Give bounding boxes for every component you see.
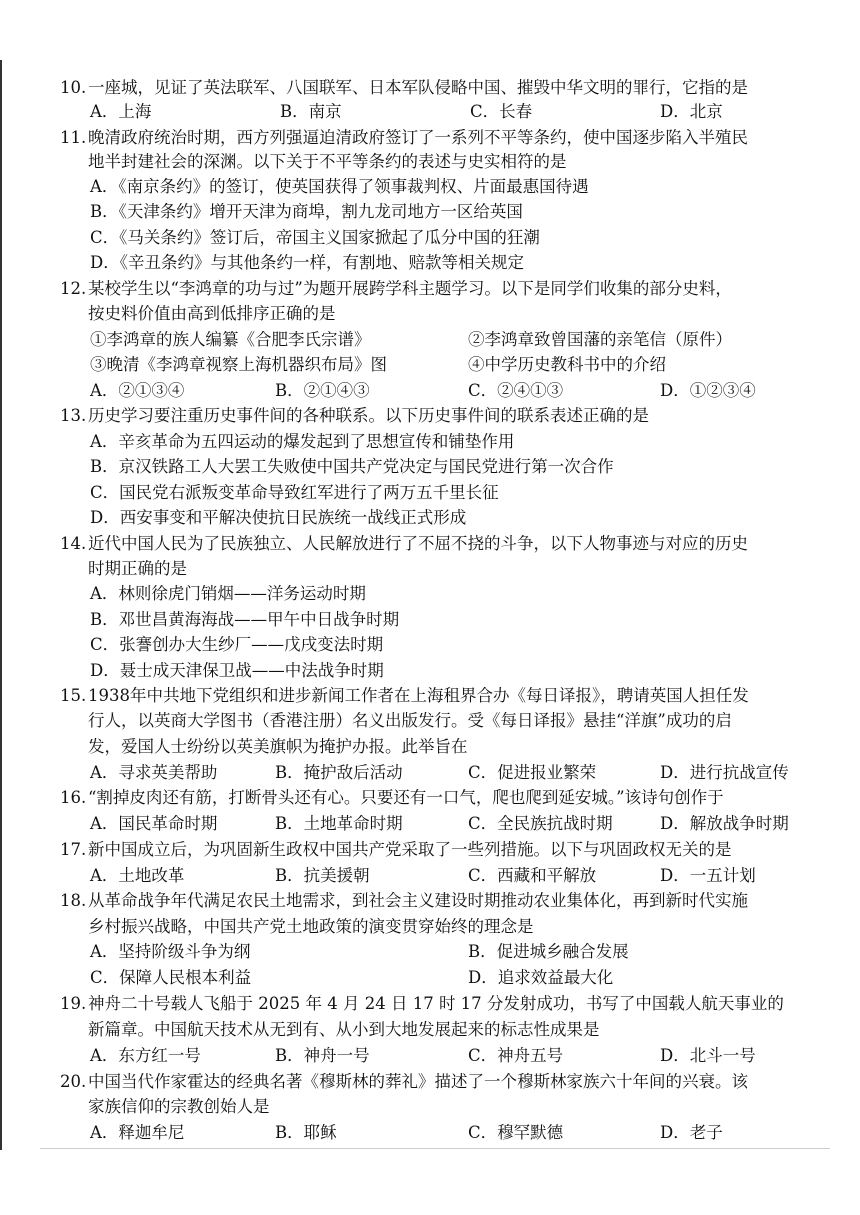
material-2: ②李鸿章致曾国藩的亲笔信（原件） [468,330,732,349]
option-d: D．一五计划 [660,866,756,885]
option-b: B．抗美援朝 [275,866,370,885]
option-b: B．京汉铁路工人大罢工失败使中国共产党决定与国民党进行第一次合作 [90,457,614,476]
question-stem: 乡村振兴战略，中国共产党土地政策的演变贯穿始终的理念是 [88,917,534,936]
option-b: B．掩护敌后活动 [275,763,403,782]
question-stem: 发，爱国人士纷纷以英美旗帜为掩护办报。此举旨在 [88,737,468,756]
option-b: B．《天津条约》增开天津为商埠，割九龙司地方一区给英国 [90,202,523,221]
question-stem: 晚清政府统治时期，西方列强逼迫清政府签订了一系列不平等条约，使中国逐步陷入半殖民 [88,128,748,147]
question-number: 20. [60,1072,87,1091]
option-d: D．《辛丑条约》与其他条约一样，有割地、赔款等相关规定 [90,253,524,272]
option-c: C．西藏和平解放 [468,866,597,885]
question-number: 15. [60,686,87,705]
question-number: 14. [60,534,87,553]
question-number: 16. [60,788,87,807]
question-stem: 一座城，见证了英法联军、八国联军、日本军队侵略中国、摧毁中华文明的罪行，它指的是 [88,78,748,97]
option-d: D．解放战争时期 [660,814,789,833]
option-a: A．土地改革 [90,866,185,885]
option-a: A．释迦牟尼 [90,1123,185,1142]
option-a: A．《南京条约》的签订，使英国获得了领事裁判权、片面最惠国待遇 [90,177,589,196]
option-c: C．②④①③ [468,381,564,400]
question-stem: 行人，以英商大学图书（香港注册）名义出版发行。受《每日译报》悬挂“洋旗”成功的启 [88,711,732,730]
option-d: D．西安事变和平解决使抗日民族统一战线正式形成 [90,508,467,527]
material-1: ①李鸿章的族人编纂《合肥李氏宗谱》 [90,330,371,349]
question-stem: 按史料价值由高到低排序正确的是 [88,304,336,323]
option-b: B．邓世昌黄海海战——甲午中日战争时期 [90,610,400,629]
option-d: D．追求效益最大化 [468,968,614,987]
question-number: 13. [60,406,87,425]
question-stem: 某校学生以“李鸿章的功与过”为题开展跨学科主题学习。以下是同学们收集的部分史料， [88,279,732,298]
question-stem: 时期正确的是 [88,559,187,578]
question-stem: 地半封建社会的深渊。以下关于不平等条约的表述与史实相符的是 [88,152,567,171]
question-number: 18. [60,891,87,910]
option-b: B．耶稣 [275,1123,337,1142]
option-b: B．南京 [280,102,342,121]
scan-edge [0,60,2,1150]
option-d: D．①②③④ [660,381,756,400]
option-a: A．东方红一号 [90,1046,201,1065]
option-d: D．北斗一号 [660,1046,756,1065]
question-number: 12. [60,279,87,298]
question-stem: 新篇章。中国航天技术从无到有、从小到大地发展起来的标志性成果是 [88,1020,600,1039]
option-a: A．寻求英美帮助 [90,763,218,782]
material-4: ④中学历史教科书中的介绍 [468,355,666,374]
option-d: D．聂士成天津保卫战——中法战争时期 [90,661,384,680]
question-stem: 新中国成立后，为巩固新生政权中国共产党采取了一些列措施。以下与巩固政权无关的是 [88,840,732,859]
option-a: A．辛亥革命为五四运动的爆发起到了思想宣传和铺垫作用 [90,432,515,451]
option-b: B．神舟一号 [275,1046,370,1065]
option-c: C．长春 [470,102,533,121]
option-c: C．《马关条约》签订后，帝国主义国家掀起了瓜分中国的狂潮 [90,228,540,247]
option-c: C．全民族抗战时期 [468,814,613,833]
option-b: B．②①④③ [275,381,370,400]
option-c: C．保障人民根本利益 [90,968,252,987]
option-b: B．土地革命时期 [275,814,403,833]
option-a: A．②①③④ [90,381,185,400]
option-a: A．林则徐虎门销烟——洋务运动时期 [90,584,366,603]
question-stem: 从革命战争年代满足农民土地需求，到社会主义建设时期推动农业集体化，再到新时代实施 [88,891,748,910]
question-stem: 1938年中共地下党组织和进步新闻工作者在上海租界合办《每日译报》，聘请英国人担任发 [88,686,749,705]
question-number: 10. [60,78,87,97]
page-bottom-rule [40,1148,830,1149]
option-d: D．北京 [660,102,723,121]
question-stem: 家族信仰的宗教创始人是 [88,1097,270,1116]
option-c: C．国民党右派叛变革命导致红军进行了两万五千里长征 [90,483,499,502]
material-3: ③晚清《李鸿章视察上海机器织布局》图 [90,355,387,374]
question-stem: 神舟二十号载人飞船于 2025 年 4 月 24 日 17 时 17 分发射成功，书写了中国载人航天事业的 [88,994,784,1013]
question-stem: “割掉皮肉还有筋，打断骨头还有心。只要还有一口气，爬也爬到延安城。”该诗句创作于 [88,788,724,807]
question-number: 19. [60,994,87,1013]
question-stem: 近代中国人民为了民族独立、人民解放进行了不屈不挠的斗争，以下人物事迹与对应的历史 [88,534,748,553]
option-c: C．促进报业繁荣 [468,763,597,782]
option-c: C．张謇创办大生纱厂——戊戌变法时期 [90,635,384,654]
option-c: C．穆罕默德 [468,1123,564,1142]
question-number: 11. [60,128,87,147]
question-stem: 中国当代作家霍达的经典名著《穆斯林的葬礼》描述了一个穆斯林家族六十年间的兴衰。该 [88,1072,748,1091]
option-d: D．进行抗战宣传 [660,763,789,782]
option-c: C．神舟五号 [468,1046,564,1065]
option-d: D．老子 [660,1123,723,1142]
option-a: A．国民革命时期 [90,814,218,833]
option-a: A．坚持阶级斗争为纲 [90,942,251,961]
question-number: 17. [60,840,87,859]
question-stem: 历史学习要注重历史事件间的各种联系。以下历史事件间的联系表述正确的是 [88,406,649,425]
option-a: A．上海 [90,102,152,121]
option-b: B．促进城乡融合发展 [468,942,629,961]
